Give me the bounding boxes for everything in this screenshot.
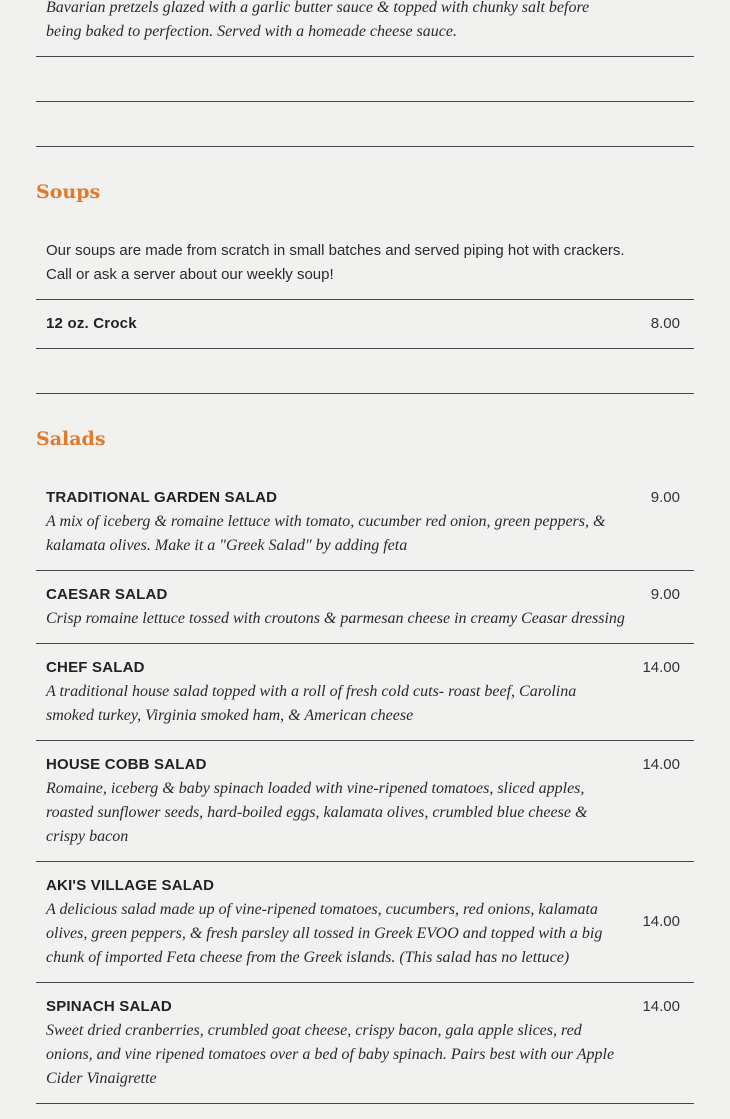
item-description: A mix of iceberg & romaine lettuce with tomato, cucumber red onion, green peppers, & kalamata olives. Make it a "Greek Salad" by adding feta [46, 513, 606, 554]
item-price: 8.00 [650, 315, 680, 332]
menu-item-village-salad [36, 862, 694, 983]
item-name: TRADITIONAL GARDEN SALAD [46, 489, 278, 506]
item-description: A delicious salad made up of vine-ripened tomatoes, cucumbers, red onions, kalamata olives, green peppers, & fresh parsley all tossed in Greek EVOO and topped with a big chunk of imported Feta cheese from the Greek islands. (This salad has no lettuce) [46, 901, 603, 966]
menu-item-crock [36, 300, 694, 349]
item-price: 14.00 [642, 913, 680, 930]
item-description: Sweet dried cranberries, crumbled goat cheese, crispy bacon, gala apple slices, red onions, and vine ripened tomatoes over a bed of baby spinach. Pairs best with our Apple Cider Vinaigrette [46, 1022, 615, 1087]
menu-item-garden-salad [36, 474, 694, 571]
item-name: SPINACH SALAD [46, 998, 172, 1015]
empty-row [36, 57, 694, 102]
soups-weekly-note: Call or ask a server about our weekly soup! [46, 266, 334, 283]
menu-item-cobb-salad [36, 741, 694, 862]
item-description: A traditional house salad topped with a roll of fresh cold cuts- roast beef, Carolina smoked turkey, Virginia smoked ham, & American cheese [46, 683, 577, 724]
item-name: CAESAR SALAD [46, 586, 168, 603]
empty-row [36, 102, 694, 147]
item-name: 12 oz. Crock [46, 315, 137, 332]
item-price: 14.00 [642, 998, 680, 1015]
item-description: Crisp romaine lettuce tossed with croutons & parmesan cheese in creamy Ceasar dressing [46, 610, 625, 627]
item-description: Bavarian pretzels glazed with a garlic butter sauce & topped with chunky salt before being baked to perfection. Served with a homeade cheese sauce. [46, 0, 590, 40]
menu-item-pretzels [36, 0, 694, 57]
section-title-soups: Soups [36, 181, 101, 203]
menu-page [36, 0, 694, 1104]
item-price: 14.00 [642, 756, 680, 773]
item-price: 9.00 [650, 586, 680, 603]
item-name: HOUSE COBB SALAD [46, 756, 207, 773]
menu-item-caesar-salad [36, 571, 694, 644]
soups-intro-text: Our soups are made from scratch in small batches and served piping hot with crackers. [46, 242, 625, 259]
section-title-salads: Salads [36, 428, 106, 450]
item-description: Romaine, iceberg & baby spinach loaded with vine-ripened tomatoes, sliced apples, roasted sunflower seeds, hard-boiled eggs, kalamata olives, crumbled blue cheese & crispy bacon [46, 780, 588, 845]
empty-row [36, 349, 694, 394]
item-price: 9.00 [650, 489, 680, 506]
menu-item-chef-salad [36, 644, 694, 741]
item-name: CHEF SALAD [46, 659, 145, 676]
menu-item-spinach-salad [36, 983, 694, 1104]
soups-intro [36, 227, 694, 300]
item-price: 14.00 [642, 659, 680, 676]
item-name: AKI'S VILLAGE SALAD [46, 877, 215, 894]
